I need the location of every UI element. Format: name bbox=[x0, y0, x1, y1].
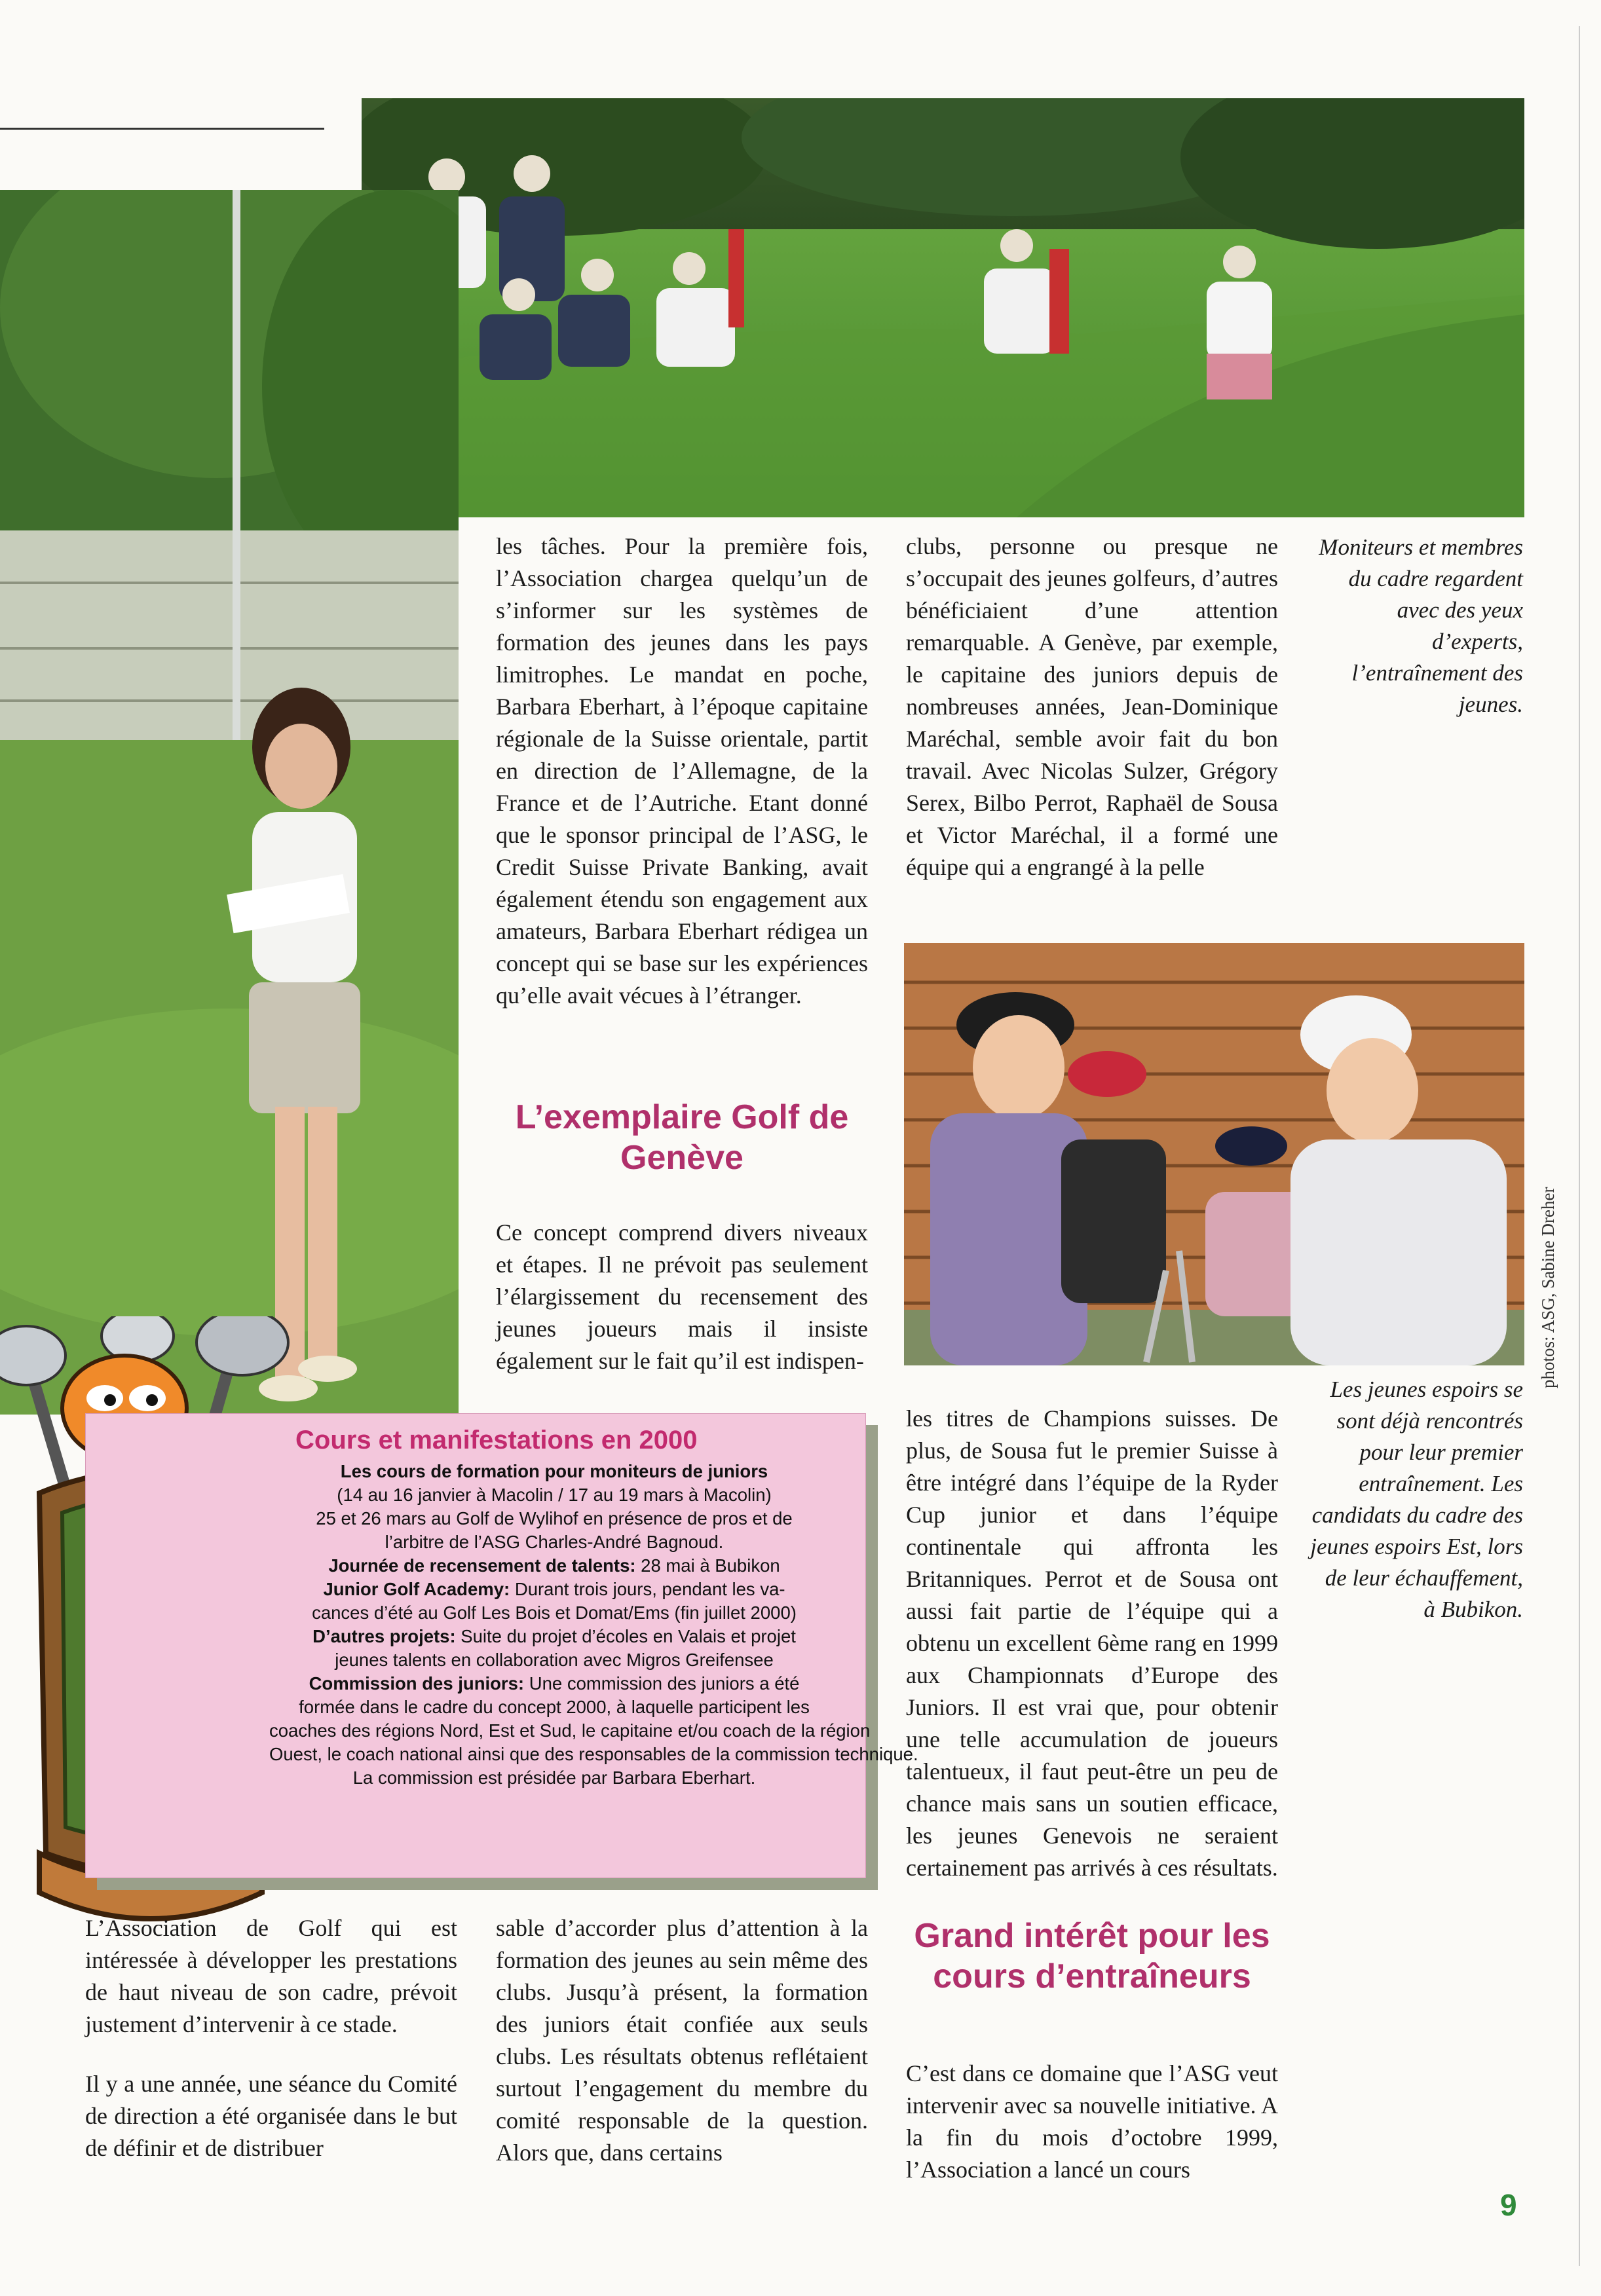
box-line-5: 28 mai à Bubikon bbox=[635, 1555, 780, 1576]
header-rule bbox=[0, 128, 324, 130]
box-line-8-label: D’autres projets: bbox=[312, 1626, 456, 1646]
events-box-title: Cours et manifestations en 2000 bbox=[295, 1426, 698, 1454]
article-col1-mid: Ce concept comprend divers niveaux et étapes. Il ne prévoit pas seulement l’élargissement du recensement des jeunes joueurs mais il insiste également sur le fait qu’il est indispen- bbox=[496, 1219, 868, 1374]
box-line-12: coaches des régions Nord, Est et Sud, le capitaine et/ou coach de la région bbox=[269, 1720, 871, 1741]
page-edge bbox=[1579, 26, 1580, 2266]
box-line-6-label: Junior Golf Academy: bbox=[323, 1579, 510, 1599]
box-line-4: l’arbitre de l’ASG Charles-André Bagnoud. bbox=[385, 1532, 724, 1552]
article-bottom-right: C’est dans ce domaine que l’ASG veut intervenir avec sa nouvelle initiative. A la fin du mois d’octobre 1999, l’Association a lancé un cours bbox=[906, 2060, 1278, 2183]
box-line-3: 25 et 26 mars au Golf de Wylihof en présence de pros et de bbox=[316, 1508, 793, 1528]
box-line-6: Durant trois jours, pendant les va- bbox=[510, 1579, 785, 1599]
events-box-lines bbox=[269, 1460, 918, 1790]
photo-kids-warmup bbox=[904, 943, 1524, 1365]
box-line-7: cances d’été au Golf Les Bois et Domat/Ems (fin juillet 2000) bbox=[312, 1602, 797, 1623]
photo-training-group bbox=[362, 98, 1524, 517]
article-bottom-left-p2: Il y a une année, une séance du Comité de direction a été organisée dans le but de définir et de distribuer bbox=[85, 2071, 457, 2161]
photo-barbara-eberhart bbox=[0, 190, 459, 1415]
events-box bbox=[85, 1413, 918, 1878]
caption-kids-warmup: Les jeunes espoirs se sont déjà rencontrés pour leur premier entraînement. Les candidats du cadre des jeunes espoirs Est, lors de leur échauffement, à Bubikon. bbox=[1310, 1377, 1523, 1622]
box-line-5-label: Journée de recensement de talents: bbox=[328, 1555, 636, 1576]
article-bottom-mid: sable d’accorder plus d’attention à la formation des jeunes au sein même des clubs. Jusqu’à présent, la formation des juniors était confiée aux seuls clubs. Les résultats obtenus reflétaient surtout l’engagement du membre du comité responsable de la question. Alors que, dans certains bbox=[496, 1915, 868, 2166]
article-col1-top: les tâches. Pour la première fois, l’Association chargea quelqu’un de s’informer sur les systèmes de formation des jeunes dans les pays limitrophes. Le mandat en poche, Barbara Eberhart, à l’époque capitaine régionale de la Suisse orientale, partit en direction de l’Allemagne, de la France et de l’Autriche. Etant donné que le sponsor principal de l’ASG, le Credit Suisse Private Banking, avait également étendu son engagement aux amateurs, Barbara Eberhart rédigea un concept qui se base sur les expériences qu’elle avait vécues à l’étranger. bbox=[496, 533, 868, 1009]
heading-cours-entraineurs: Grand intérêt pour les cours d’entraîneurs bbox=[914, 1917, 1270, 1995]
box-line-14: La commission est présidée par Barbara Eberhart. bbox=[352, 1768, 756, 1788]
box-line-13: Ouest, le coach national ainsi que des responsables de la commission technique. bbox=[269, 1744, 918, 1764]
page-number: 9 bbox=[1500, 2188, 1517, 2222]
article-col2-mid: les titres de Champions suisses. De plus, de Sousa fut le premier Suisse à être intégré dans l’équipe de la Ryder Cup junior et dans l’équipe continentale qui affronta les Britanniques. Perrot et de Sousa ont aussi fait partie de l’équipe qui a obtenu un excellent 6ème rang en 1999 aux Championnats d’Europe des Juniors. Il est vrai que, pour obtenir une telle accumulation de joueurs talentueux, il faut peut-être un peu de chance mais sans un soutien efficace, les jeunes Genevois ne seraient certainement pas arrivés à ces résultats. bbox=[906, 1405, 1278, 1881]
box-line-11: formée dans le cadre du concept 2000, à laquelle participent les bbox=[299, 1697, 810, 1717]
photo-credit: photos: ASG, Sabine Dreher bbox=[1538, 1187, 1558, 1388]
article-col2-top: clubs, personne ou presque ne s’occupait des jeunes golfeurs, d’autres bénéficiaient d’une attention remarquable. A Genève, par exemple, le capitaine des juniors depuis de nombreuses années, Jean-Dominique Maréchal, semble avoir fait du bon travail. Avec Nicolas Sulzer, Grégory Serex, Bilbo Perrot, Raphaël de Sousa et Victor Maréchal, il a formé une équipe qui a engrangé à la pelle bbox=[906, 533, 1278, 880]
box-line-9: jeunes talents en collaboration avec Migros Greifensee bbox=[335, 1650, 774, 1670]
article-bottom-left-p1: L’Association de Golf qui est intéressée à développer les prestations de haut niveau de son cadre, prévoit justement d’intervenir à ce stade. bbox=[85, 1915, 457, 2037]
caption-training-group: Moniteurs et membres du cadre regardent avec des yeux d’experts, l’entraînement des jeunes. bbox=[1319, 534, 1523, 717]
box-line-1: Les cours de formation pour moniteurs de juniors bbox=[340, 1461, 768, 1481]
box-line-8: Suite du projet d’écoles en Valais et projet bbox=[455, 1626, 796, 1646]
box-line-2: (14 au 16 janvier à Macolin / 17 au 19 mars à Macolin) bbox=[337, 1485, 772, 1505]
article-bottom-left bbox=[85, 1912, 457, 2164]
box-line-10-label: Commission des juniors: bbox=[309, 1673, 525, 1694]
heading-golf-geneve: L’exemplaire Golf de Genève bbox=[515, 1098, 849, 1177]
box-line-10: Une commission des juniors a été bbox=[524, 1673, 800, 1694]
